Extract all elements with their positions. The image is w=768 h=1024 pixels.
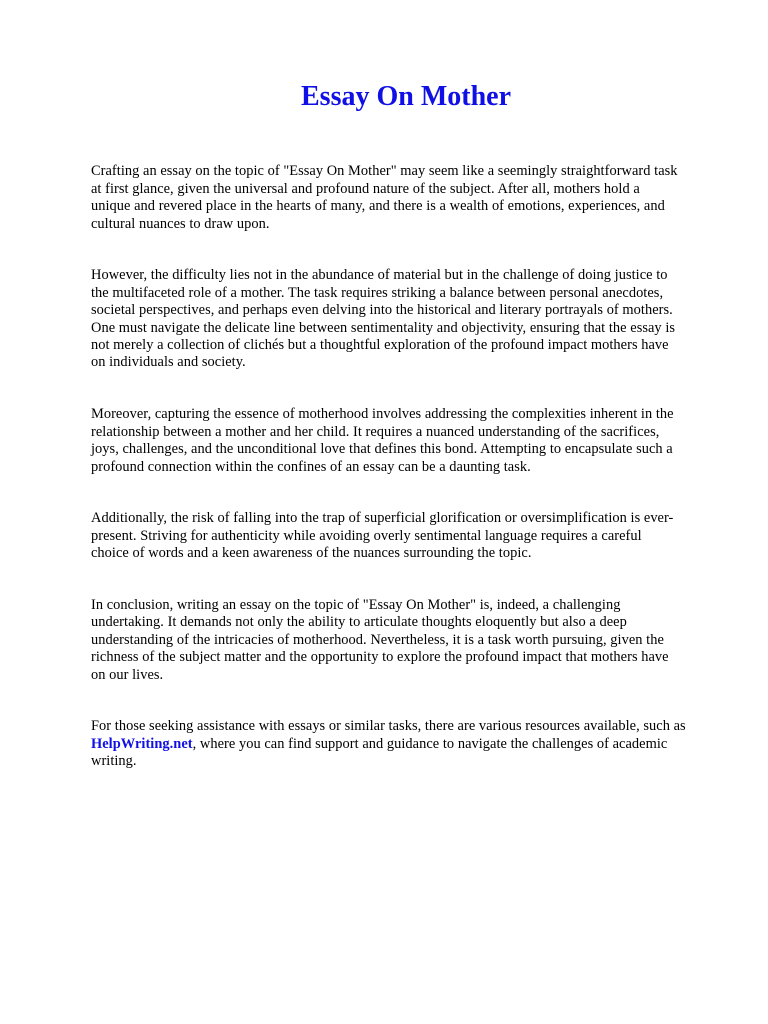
essay-body: [91, 146, 722, 805]
closing-text-before-link: For those seeking assistance with essays or similar tasks, there are various resources available, such as: [91, 718, 686, 735]
paragraph-1: Crafting an essay on the topic of "Essay On Mother" may seem like a seemingly straightforward task at first glance, given the universal and profound nature of the subject. After all, mothers hold a unique and revered place in the hearts of many, and there is a wealth of emotions, experiences, and cultural nuances to draw upon.: [91, 163, 678, 232]
paragraph-5: In conclusion, writing an essay on the topic of "Essay On Mother" is, indeed, a challenging undertaking. It demands not only the ability to articulate thoughts eloquently but also a deep understanding of the intricacies of motherhood. Nevertheless, it is a task worth pursuing, given the richness of the subject matter and the opportunity to explore the profound impact that mothers have on our lives.: [91, 596, 669, 683]
helpwriting-link[interactable]: HelpWriting.net: [91, 735, 193, 752]
paragraph-3: Moreover, capturing the essence of motherhood involves addressing the complexities inherent in the relationship between a mother and her child. It requires a nuanced understanding of the sacrifices, joys, challenges, and the unconditional love that defines this bond. Attempting to encapsulate such a profound connection within the confines of an essay can be a daunting task.: [91, 406, 674, 475]
closing-paragraph: [91, 718, 722, 770]
closing-text-after-link: , where you can find support and guidance to navigate the challenges of academic writing.: [91, 735, 668, 770]
paragraph-4: Additionally, the risk of falling into the trap of superficial glorification or oversimplification is ever- present. Striving for authenticity while avoiding overly sentimental language requires a careful choice of words and a keen awareness of the nuances surrounding the topic.: [91, 510, 674, 562]
page-title: Essay On Mother: [301, 81, 511, 112]
paragraph-2: However, the difficulty lies not in the abundance of material but in the challenge of doing justice to the multifaceted role of a mother. The task requires striking a balance between personal anecdotes, societal perspectives, and perhaps even delving into the historical and literary portrayals of mothers. One must navigate the delicate line between sentimentality and objectivity, ensuring that the essay is not merely a collection of clichés but a thoughtful exploration of the profound impact mothers have on individuals and society.: [91, 267, 676, 371]
